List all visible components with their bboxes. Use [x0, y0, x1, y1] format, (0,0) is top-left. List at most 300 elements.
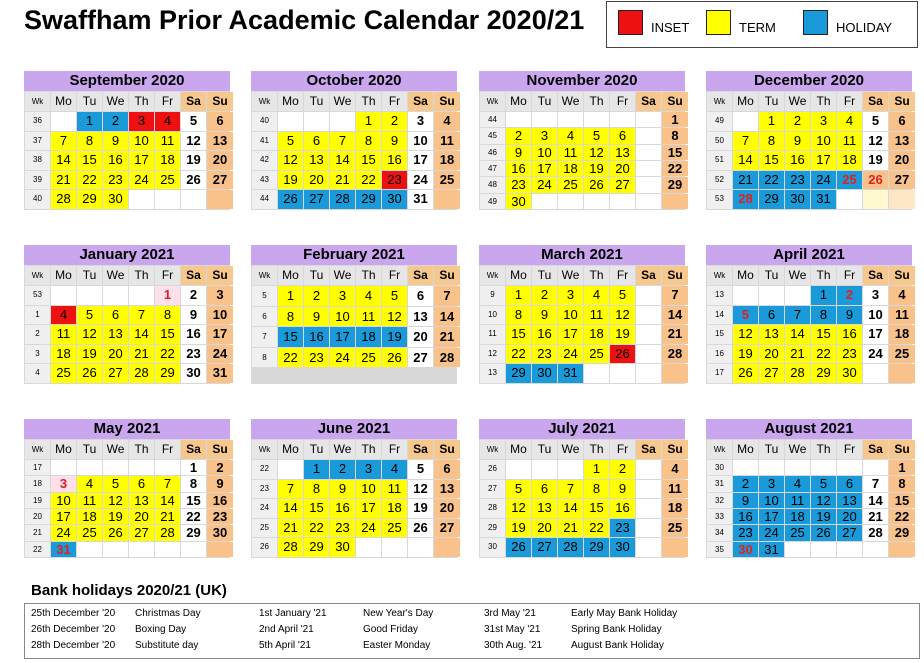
day-cell [636, 499, 661, 518]
day-cell: 20 [759, 345, 784, 364]
weekday-header: Mo [506, 266, 531, 285]
day-cell: 4 [584, 286, 609, 305]
month-title: February 2021 [251, 245, 457, 265]
day-cell: 14 [662, 306, 688, 325]
day-cell: 1 [662, 112, 688, 127]
day-cell [863, 542, 888, 557]
day-cell: 8 [155, 306, 180, 325]
day-cell: 16 [837, 325, 862, 344]
day-cell [662, 364, 688, 383]
weekday-header: Fr [610, 92, 635, 111]
day-cell: 24 [207, 345, 233, 364]
week-number: 13 [480, 364, 505, 383]
day-cell: 22 [304, 519, 329, 538]
month-title: July 2021 [479, 419, 685, 439]
day-cell: 16 [506, 161, 531, 176]
week-number: 52 [707, 171, 732, 190]
weekday-header: Tu [759, 266, 784, 285]
day-cell: 28 [434, 348, 460, 368]
week-number: 18 [25, 476, 50, 491]
week-number: 17 [25, 460, 50, 475]
day-cell: 15 [662, 145, 688, 160]
week-number: 48 [480, 177, 505, 192]
day-cell [304, 112, 329, 131]
day-cell [77, 542, 102, 557]
day-cell: 8 [506, 306, 531, 325]
legend-holiday-label: HOLIDAY [836, 20, 893, 35]
week-number: 22 [252, 460, 277, 479]
day-cell: 17 [330, 327, 355, 347]
weekday-header: Tu [532, 440, 557, 459]
bank-holiday-name: New Year's Day [363, 608, 434, 619]
month-title: December 2020 [706, 71, 912, 91]
week-number-header: Wk [707, 92, 732, 111]
month-title: November 2020 [479, 71, 685, 91]
day-cell: 11 [889, 306, 915, 325]
month-title: May 2021 [24, 419, 230, 439]
day-cell [636, 345, 661, 364]
day-cell [129, 460, 154, 475]
week-number: 42 [252, 151, 277, 170]
month-title: October 2020 [251, 71, 457, 91]
day-cell: 18 [889, 325, 915, 344]
day-cell: 8 [304, 480, 329, 499]
day-cell [155, 190, 180, 209]
weekday-header: Tu [759, 440, 784, 459]
day-cell [811, 460, 836, 475]
week-number: 30 [480, 538, 505, 557]
day-cell: 21 [51, 171, 76, 190]
weekday-header: Tu [532, 266, 557, 285]
day-cell: 11 [662, 480, 688, 499]
day-cell: 23 [304, 348, 329, 368]
bank-holiday-date: 26th December '20 [31, 624, 116, 635]
day-cell: 5 [863, 112, 888, 131]
day-cell: 20 [837, 509, 862, 524]
day-cell: 9 [103, 132, 128, 151]
weekday-header: Th [811, 266, 836, 285]
day-cell: 3 [207, 286, 233, 305]
week-number-header: Wk [252, 266, 277, 285]
day-cell: 5 [103, 476, 128, 491]
week-number: 26 [252, 538, 277, 557]
week-number-header: Wk [252, 92, 277, 111]
day-cell [77, 286, 102, 305]
weekday-header: Th [129, 266, 154, 285]
day-cell: 29 [811, 364, 836, 383]
week-number: 21 [25, 525, 50, 540]
day-cell: 17 [759, 509, 784, 524]
day-cell: 4 [558, 128, 583, 143]
day-cell: 13 [103, 325, 128, 344]
legend [606, 1, 918, 48]
day-cell: 12 [733, 325, 758, 344]
week-number: 16 [707, 345, 732, 364]
day-cell [558, 460, 583, 479]
day-cell: 30 [506, 194, 531, 209]
day-cell: 6 [207, 112, 233, 131]
weekday-header: Mo [51, 92, 76, 111]
week-number: 53 [25, 286, 50, 305]
day-cell: 23 [610, 519, 635, 538]
week-number: 44 [252, 190, 277, 209]
day-cell: 22 [155, 345, 180, 364]
day-cell [584, 364, 609, 383]
day-cell [278, 112, 303, 131]
weekday-header: Sa [636, 440, 661, 459]
month-august-2021 [706, 419, 912, 558]
day-cell [129, 542, 154, 557]
day-cell: 19 [103, 509, 128, 524]
bank-holiday-date: 31st May '21 [484, 624, 541, 635]
legend-term-label: TERM [739, 20, 776, 35]
month-may-2021 [24, 419, 230, 558]
weekday-header: Tu [304, 440, 329, 459]
weekday-header: We [330, 440, 355, 459]
weekday-header: Th [584, 440, 609, 459]
day-cell: 8 [889, 476, 915, 491]
day-cell [662, 538, 688, 557]
day-cell [863, 460, 888, 475]
day-cell: 12 [811, 493, 836, 508]
day-cell: 27 [434, 519, 460, 538]
day-cell: 5 [382, 286, 407, 306]
weekday-header: Su [207, 266, 233, 285]
day-cell: 21 [155, 509, 180, 524]
day-cell: 15 [278, 327, 303, 347]
weekday-header: Su [889, 92, 915, 111]
day-cell: 12 [181, 132, 206, 151]
month-june-2021 [251, 419, 457, 558]
page-title: Swaffham Prior Academic Calendar 2020/21 [24, 5, 585, 35]
day-cell [356, 538, 381, 557]
day-cell: 3 [759, 476, 784, 491]
bank-holiday-name: August Bank Holiday [571, 640, 664, 651]
weekday-header: Th [356, 440, 381, 459]
day-cell: 29 [889, 525, 915, 540]
day-cell: 25 [356, 348, 381, 368]
day-cell: 15 [506, 325, 531, 344]
weekday-header: Mo [278, 92, 303, 111]
weekday-header: Mo [733, 440, 758, 459]
weekday-header: Fr [155, 266, 180, 285]
weekday-header: We [558, 440, 583, 459]
day-cell: 26 [584, 177, 609, 192]
week-number: 4 [25, 364, 50, 383]
day-cell: 8 [811, 306, 836, 325]
bank-holidays-title: Bank holidays 2020/21 (UK) [31, 582, 227, 599]
weekday-header: Sa [408, 266, 433, 285]
day-cell [103, 286, 128, 305]
day-cell: 20 [207, 151, 233, 170]
week-number: 15 [707, 325, 732, 344]
day-cell [155, 542, 180, 557]
day-cell [636, 286, 661, 305]
day-cell: 15 [356, 151, 381, 170]
day-cell [785, 542, 810, 557]
week-number: 23 [252, 480, 277, 499]
day-cell [785, 286, 810, 305]
day-cell: 12 [382, 307, 407, 327]
day-cell: 22 [662, 161, 688, 176]
day-cell: 13 [759, 325, 784, 344]
bank-holiday-name: Early May Bank Holiday [571, 608, 678, 619]
day-cell [863, 364, 888, 383]
day-cell: 8 [77, 132, 102, 151]
week-number-header: Wk [25, 92, 50, 111]
week-number: 10 [480, 306, 505, 325]
day-cell: 18 [837, 151, 862, 170]
day-cell: 3 [129, 112, 154, 131]
weekday-header: We [558, 92, 583, 111]
month-december-2020 [706, 71, 912, 210]
day-cell: 26 [863, 171, 888, 190]
weekday-header: Su [434, 440, 460, 459]
bank-holiday-name: Christmas Day [135, 608, 201, 619]
day-cell [207, 190, 233, 209]
day-cell: 17 [532, 161, 557, 176]
day-cell: 14 [863, 493, 888, 508]
day-cell: 23 [532, 345, 557, 364]
day-cell: 27 [759, 364, 784, 383]
month-title: January 2021 [24, 245, 230, 265]
day-cell: 8 [278, 307, 303, 327]
day-cell: 25 [77, 525, 102, 540]
day-cell [636, 538, 661, 557]
day-cell [636, 519, 661, 538]
day-cell [610, 364, 635, 383]
week-number: 53 [707, 190, 732, 209]
day-cell: 17 [207, 325, 233, 344]
month-title: April 2021 [706, 245, 912, 265]
day-cell: 8 [584, 480, 609, 499]
day-cell: 18 [434, 151, 460, 170]
day-cell: 16 [532, 325, 557, 344]
day-cell: 12 [103, 493, 128, 508]
day-cell: 31 [207, 364, 233, 383]
day-cell: 27 [103, 364, 128, 383]
day-cell: 18 [785, 509, 810, 524]
weekday-header: Sa [863, 92, 888, 111]
day-cell: 15 [889, 493, 915, 508]
week-number-header: Wk [252, 440, 277, 459]
day-cell: 16 [610, 499, 635, 518]
day-cell: 1 [759, 112, 784, 131]
day-cell: 4 [356, 286, 381, 306]
day-cell: 30 [610, 538, 635, 557]
week-number: 40 [252, 112, 277, 131]
bank-holiday-name: Good Friday [363, 624, 419, 635]
day-cell: 20 [610, 161, 635, 176]
day-cell: 5 [181, 112, 206, 131]
day-cell [636, 306, 661, 325]
day-cell: 10 [811, 132, 836, 151]
day-cell: 19 [408, 499, 433, 518]
day-cell: 14 [558, 499, 583, 518]
day-cell: 6 [304, 132, 329, 151]
day-cell: 19 [77, 345, 102, 364]
day-cell: 22 [759, 171, 784, 190]
day-cell: 31 [759, 542, 784, 557]
day-cell: 18 [662, 499, 688, 518]
week-number: 34 [707, 525, 732, 540]
week-number: 5 [252, 286, 277, 306]
day-cell: 9 [733, 493, 758, 508]
weekday-header: Fr [155, 92, 180, 111]
term-swatch [706, 10, 731, 35]
week-number-header: Wk [707, 440, 732, 459]
day-cell [785, 460, 810, 475]
day-cell: 15 [759, 151, 784, 170]
week-number: 29 [480, 519, 505, 538]
day-cell: 7 [155, 476, 180, 491]
day-cell [532, 194, 557, 209]
day-cell [610, 112, 635, 127]
day-cell: 5 [278, 132, 303, 151]
day-cell: 25 [662, 519, 688, 538]
day-cell: 28 [129, 364, 154, 383]
day-cell: 13 [532, 499, 557, 518]
day-cell: 7 [558, 480, 583, 499]
bank-holiday-name: Spring Bank Holiday [571, 624, 662, 635]
day-cell [733, 112, 758, 131]
day-cell: 14 [434, 307, 460, 327]
day-cell: 23 [103, 171, 128, 190]
day-cell: 29 [356, 190, 381, 209]
day-cell: 13 [837, 493, 862, 508]
day-cell: 13 [889, 132, 915, 151]
weekday-header: We [103, 266, 128, 285]
week-number-header: Wk [480, 92, 505, 111]
day-cell: 10 [408, 132, 433, 151]
day-cell: 3 [330, 286, 355, 306]
day-cell: 14 [278, 499, 303, 518]
day-cell: 24 [863, 345, 888, 364]
day-cell [506, 112, 531, 127]
weekday-header: Su [207, 92, 233, 111]
day-cell [181, 542, 206, 557]
week-number: 37 [25, 132, 50, 151]
day-cell [129, 286, 154, 305]
day-cell: 30 [103, 190, 128, 209]
day-cell: 19 [610, 325, 635, 344]
day-cell [662, 194, 688, 209]
day-cell [733, 460, 758, 475]
week-number: 45 [480, 128, 505, 143]
weekday-header: Mo [506, 92, 531, 111]
day-cell: 1 [506, 286, 531, 305]
day-cell [103, 460, 128, 475]
day-cell: 1 [278, 286, 303, 306]
bank-holiday-name: Substitute day [135, 640, 199, 651]
day-cell: 22 [811, 345, 836, 364]
day-cell: 23 [207, 509, 233, 524]
day-cell: 30 [181, 364, 206, 383]
day-cell: 10 [759, 493, 784, 508]
month-january-2021 [24, 245, 230, 384]
day-cell: 6 [610, 128, 635, 143]
day-cell: 17 [51, 509, 76, 524]
day-cell [636, 177, 661, 192]
week-number: 41 [252, 132, 277, 151]
month-title: August 2021 [706, 419, 912, 439]
week-number: 17 [707, 364, 732, 383]
day-cell [837, 460, 862, 475]
day-cell: 3 [532, 128, 557, 143]
day-cell: 2 [733, 476, 758, 491]
weekday-header: Su [662, 92, 688, 111]
day-cell: 20 [304, 171, 329, 190]
day-cell: 22 [77, 171, 102, 190]
day-cell: 7 [434, 286, 460, 306]
day-cell: 29 [181, 525, 206, 540]
day-cell: 2 [103, 112, 128, 131]
weekday-header: Th [356, 266, 381, 285]
day-cell: 14 [129, 325, 154, 344]
day-cell: 27 [837, 525, 862, 540]
day-cell: 4 [434, 112, 460, 131]
weekday-header: Mo [278, 266, 303, 285]
weekday-header: We [103, 92, 128, 111]
day-cell: 18 [382, 499, 407, 518]
day-cell: 16 [733, 509, 758, 524]
day-cell: 7 [863, 476, 888, 491]
month-title: September 2020 [24, 71, 230, 91]
week-number: 22 [25, 542, 50, 557]
week-number: 36 [25, 112, 50, 131]
week-number-header: Wk [707, 266, 732, 285]
day-cell: 30 [532, 364, 557, 383]
week-number: 49 [480, 194, 505, 209]
week-number: 51 [707, 151, 732, 170]
bank-holiday-date: 2nd April '21 [259, 624, 314, 635]
day-cell [889, 364, 915, 383]
week-number: 38 [25, 151, 50, 170]
day-cell: 7 [662, 286, 688, 305]
bank-holiday-name: Boxing Day [135, 624, 187, 635]
day-cell: 15 [77, 151, 102, 170]
week-number: 24 [252, 499, 277, 518]
day-cell [506, 460, 531, 479]
day-cell: 11 [382, 480, 407, 499]
weekday-header: Tu [77, 440, 102, 459]
day-cell: 12 [610, 306, 635, 325]
week-number: 13 [707, 286, 732, 305]
day-cell: 28 [155, 525, 180, 540]
month-september-2020 [24, 71, 230, 210]
day-cell: 1 [584, 460, 609, 479]
day-cell: 3 [811, 112, 836, 131]
bank-holidays-table [24, 603, 920, 659]
month-title: March 2021 [479, 245, 685, 265]
day-cell: 4 [382, 460, 407, 479]
day-cell: 3 [356, 460, 381, 479]
day-cell: 27 [207, 171, 233, 190]
day-cell: 8 [181, 476, 206, 491]
month-march-2021 [479, 245, 685, 384]
day-cell: 3 [558, 286, 583, 305]
weekday-header: Mo [506, 440, 531, 459]
day-cell: 21 [434, 327, 460, 347]
legend-inset-label: INSET [651, 20, 690, 35]
day-cell: 22 [356, 171, 381, 190]
week-number: 47 [480, 161, 505, 176]
day-cell: 9 [330, 480, 355, 499]
day-cell: 6 [889, 112, 915, 131]
day-cell [51, 286, 76, 305]
day-cell: 25 [584, 345, 609, 364]
day-cell: 24 [558, 345, 583, 364]
